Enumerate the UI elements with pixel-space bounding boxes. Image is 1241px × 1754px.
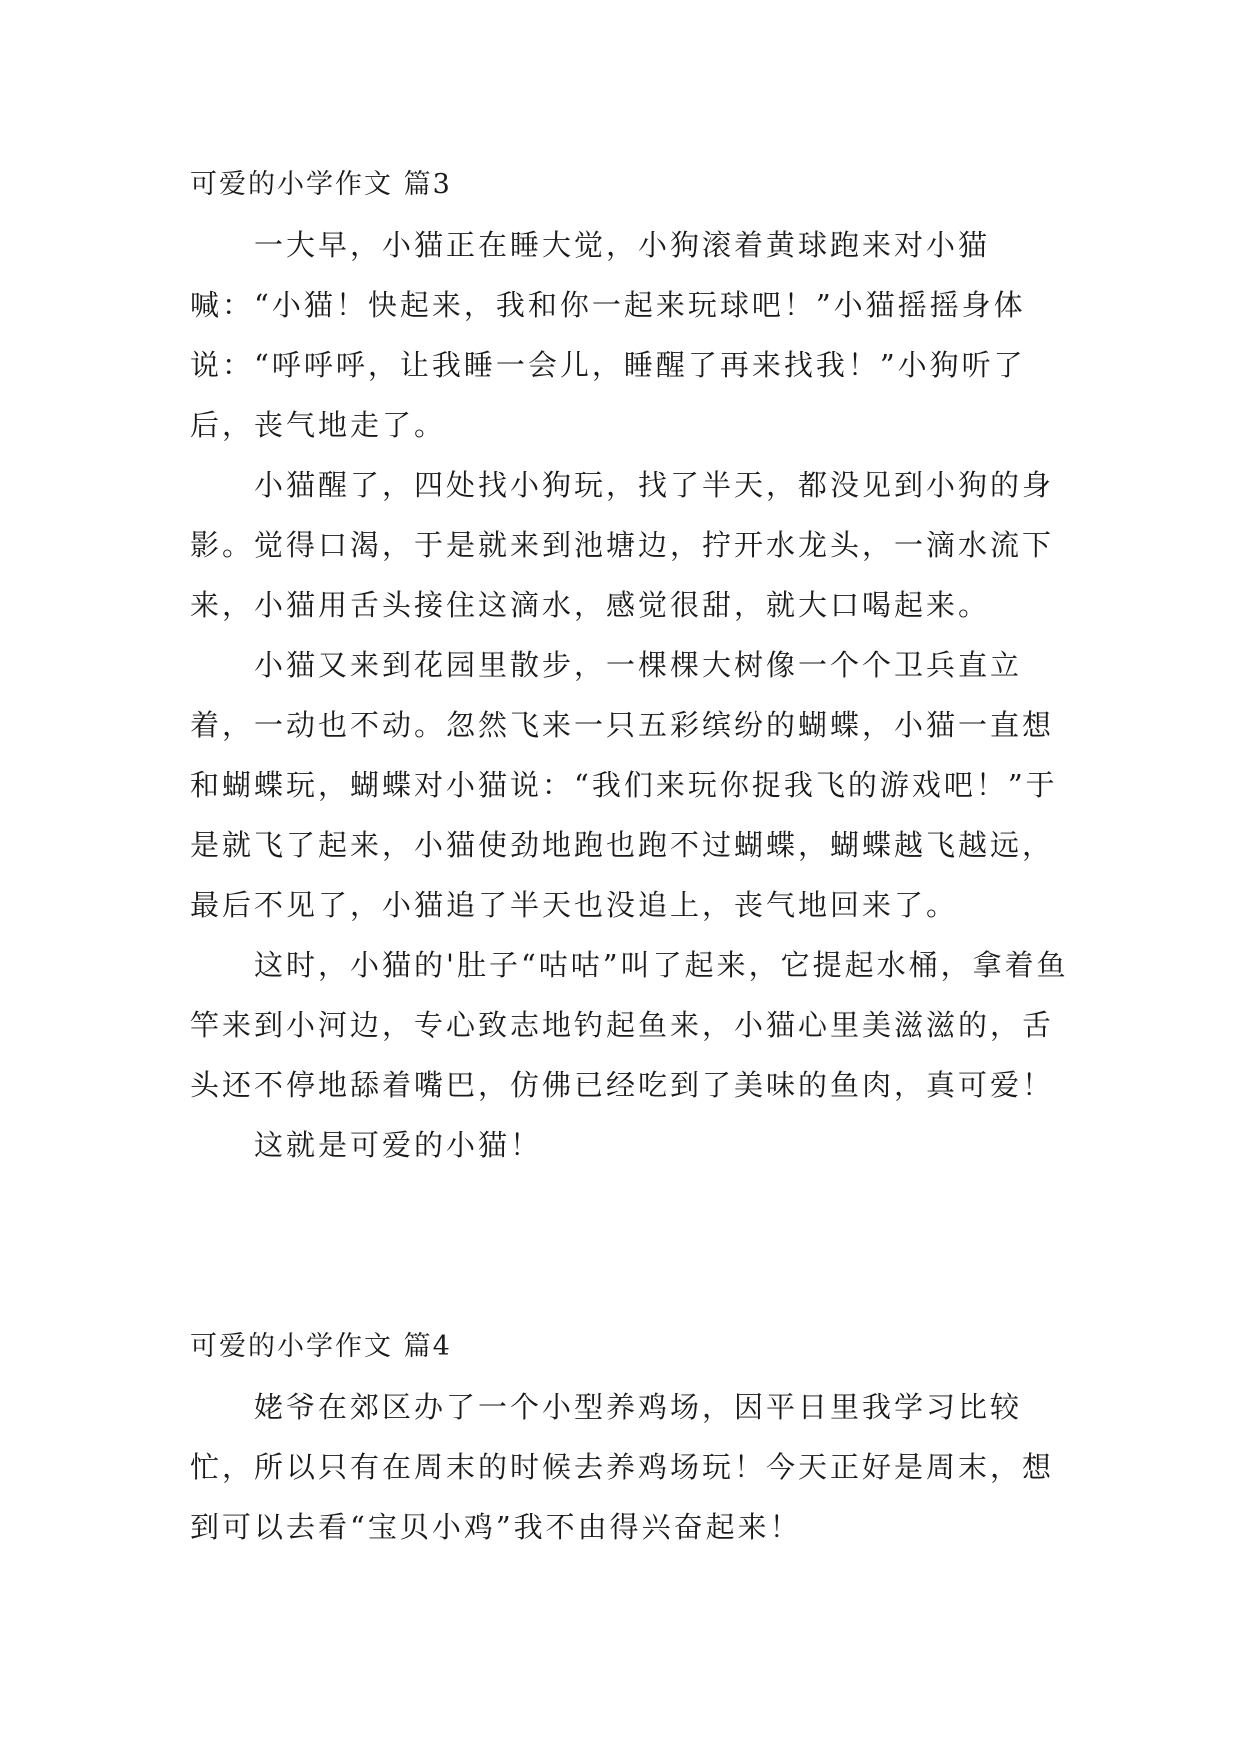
essay-section-4 xyxy=(190,1328,1070,1557)
paragraph: 姥爷在郊区办了一个小型养鸡场，因平日里我学习比较忙，所以只有在周末的时候去养鸡场玩！今天正好是周末，想到可以去看“宝贝小鸡”我不由得兴奋起来！ xyxy=(190,1390,1055,1544)
paragraph: 这就是可爱的小猫！ xyxy=(254,1128,543,1162)
paragraph: 小猫醒了，四处找小狗玩，找了半天，都没见到小狗的身影。觉得口渴，于是就来到池塘边，拧开水龙头，一滴水流下来，小猫用舌头接住这滴水，感觉很甜，就大口喝起来。 xyxy=(190,468,1055,622)
paragraph: 一大早，小猫正在睡大觉，小狗滚着黄球跑来对小猫喊：“小猫！快起来，我和你一起来玩球吧！”小猫摇摇身体说：“呼呼呼，让我睡一会儿，睡醒了再来找我！”小狗听了后，丧气地走了。 xyxy=(190,228,1026,442)
essay-heading: 可爱的小学作文 篇3 xyxy=(190,169,452,200)
paragraph: 小猫又来到花园里散步，一棵棵大树像一个个卫兵直立着，一动也不动。忽然飞来一只五彩缤纷的蝴蝶，小猫一直想和蝴蝶玩，蝴蝶对小猫说：“我们来玩你捉我飞的游戏吧！”于是就飞了起来，小猫使劲地跑也跑不过蝴蝶，蝴蝶越飞越远，最后不见了，小猫追了半天也没追上，丧气地回来了。 xyxy=(190,648,1058,922)
paragraph: 这时，小猫的'肚子“咕咕”叫了起来，它提起水桶，拿着鱼竿来到小河边，专心致志地钓起鱼来，小猫心里美滋滋的，舌头还不停地舔着嘴巴，仿佛已经吃到了美味的鱼肉，真可爱！ xyxy=(190,948,1069,1102)
essay-heading: 可爱的小学作文 篇4 xyxy=(190,1331,452,1362)
essay-section-3 xyxy=(190,166,1070,1175)
